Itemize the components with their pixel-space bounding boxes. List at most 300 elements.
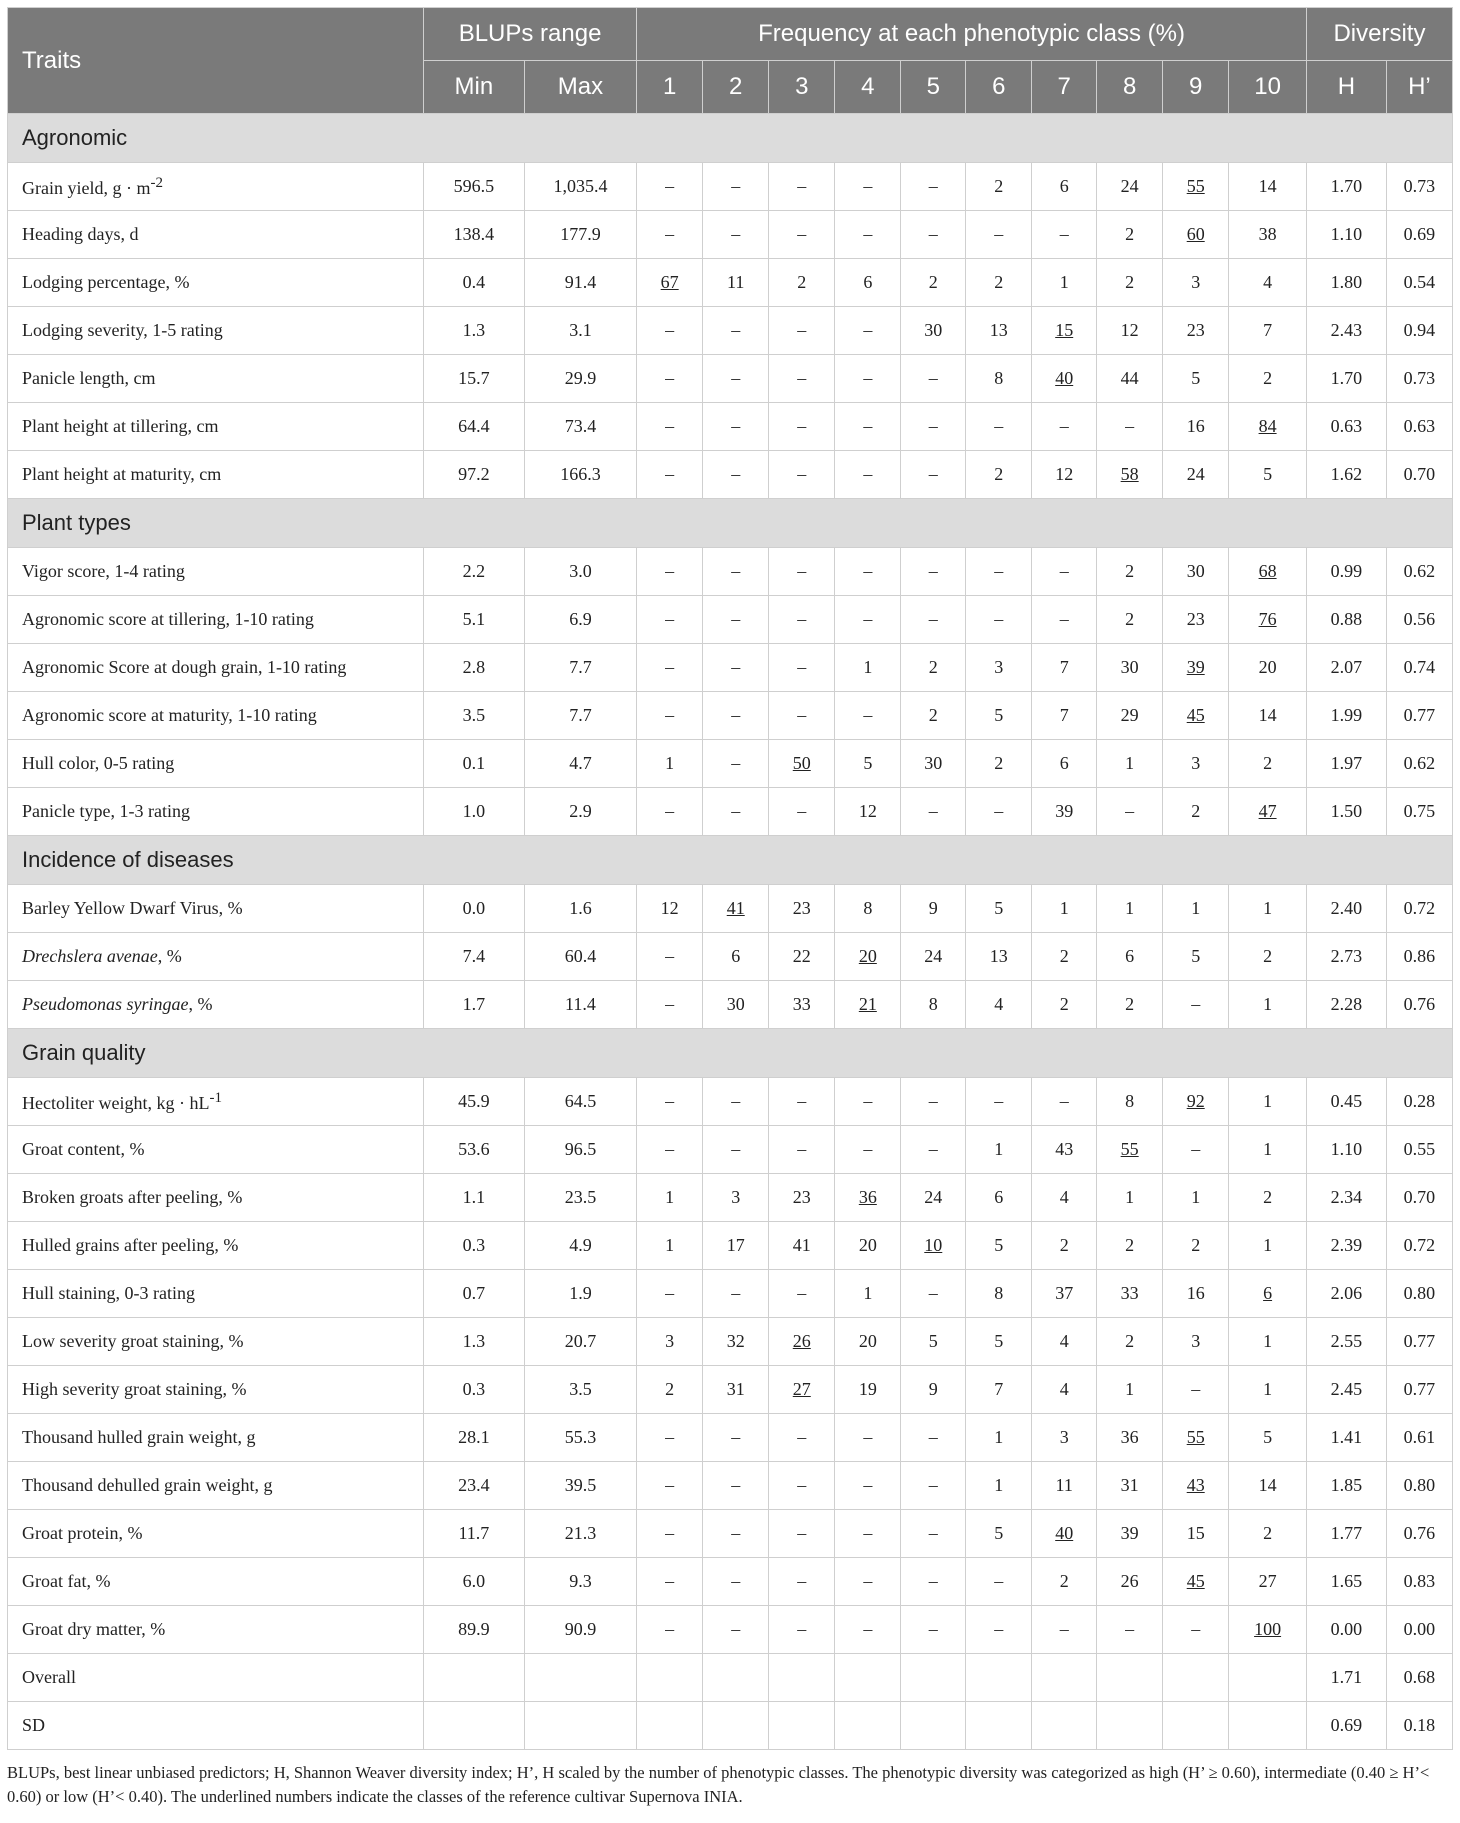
frequency-cell: – [769,1462,835,1510]
frequency-cell: 84 [1229,403,1307,451]
frequency-cell: 12 [1097,307,1163,355]
frequency-cell: 47 [1229,788,1307,836]
h-cell: 2.07 [1306,644,1386,692]
h-cell: 0.99 [1306,548,1386,596]
max-cell: 6.9 [524,596,636,644]
trait-cell [8,307,424,355]
h-prime-cell: 0.63 [1386,403,1452,451]
h-prime-cell: 0.18 [1386,1702,1452,1750]
frequency-cell: – [637,1462,703,1510]
frequency-cell: 2 [1229,740,1307,788]
table-row [8,933,1453,981]
frequency-cell: 55 [1163,163,1229,211]
frequency-cell: 20 [1229,644,1307,692]
frequency-cell: 30 [901,307,966,355]
frequency-cell: 30 [901,740,966,788]
frequency-cell: 1 [1229,1126,1307,1174]
h-prime-cell: 0.28 [1386,1078,1452,1126]
frequency-cell: – [637,692,703,740]
frequency-cell: 2 [1097,596,1163,644]
frequency-cell: – [703,1414,769,1462]
frequency-cell: – [835,596,901,644]
class-header: 2 [703,61,769,114]
frequency-cell: – [703,1078,769,1126]
trait-cell [8,1606,424,1654]
trait-cell [8,1654,424,1702]
trait-name: Low severity groat staining, % [22,1331,244,1351]
table-row [8,548,1453,596]
frequency-cell: 7 [966,1366,1032,1414]
table-row [8,1222,1453,1270]
frequency-cell: – [901,451,966,499]
frequency-cell: – [1097,403,1163,451]
max-cell: 20.7 [524,1318,636,1366]
frequency-cell: 31 [703,1366,769,1414]
frequency-cell: – [835,451,901,499]
frequency-cell: 14 [1229,692,1307,740]
frequency-cell: 10 [901,1222,966,1270]
class-header: 1 [637,61,703,114]
frequency-cell: 50 [769,740,835,788]
frequency-cell: 29 [1097,692,1163,740]
frequency-cell: 9 [901,885,966,933]
trait-name: Groat fat, % [22,1571,111,1591]
frequency-cell: 3 [966,644,1032,692]
frequency-cell: – [769,1270,835,1318]
h-header: H [1306,61,1386,114]
frequency-cell: 36 [835,1174,901,1222]
max-cell: 90.9 [524,1606,636,1654]
h-prime-cell: 0.73 [1386,163,1452,211]
trait-unit: , % [157,946,182,966]
min-cell: 15.7 [423,355,524,403]
frequency-cell: 26 [1097,1558,1163,1606]
table-row [8,1366,1453,1414]
section-row [8,1029,1453,1078]
frequency-cell: 1 [637,740,703,788]
frequency-cell: – [769,211,835,259]
trait-name: Hull color, 0-5 rating [22,753,175,773]
h-prime-cell: 0.55 [1386,1126,1452,1174]
frequency-cell: – [901,1126,966,1174]
frequency-cell: – [966,1558,1032,1606]
frequency-cell: – [1097,788,1163,836]
frequency-cell: 43 [1032,1126,1097,1174]
frequency-cell: 39 [1097,1510,1163,1558]
frequency-cell: 3 [703,1174,769,1222]
frequency-cell: – [703,1510,769,1558]
frequency-cell: 2 [1097,1222,1163,1270]
frequency-cell: 1 [966,1462,1032,1510]
frequency-cell: – [703,355,769,403]
frequency-cell: 33 [1097,1270,1163,1318]
max-cell: 1.9 [524,1270,636,1318]
frequency-cell: 24 [901,933,966,981]
min-cell [423,1702,524,1750]
h-prime-cell: 0.83 [1386,1558,1452,1606]
section-row [8,499,1453,548]
frequency-cell: 2 [966,451,1032,499]
frequency-cell: 5 [1163,355,1229,403]
frequency-cell: 7 [1032,692,1097,740]
trait-cell [8,1174,424,1222]
frequency-cell: 55 [1163,1414,1229,1462]
frequency-cell [769,1654,835,1702]
frequency-cell: – [637,596,703,644]
h-cell: 1.97 [1306,740,1386,788]
trait-name: Hectoliter weight, kg · hL [22,1092,210,1113]
max-cell: 29.9 [524,355,636,403]
frequency-cell: 1 [966,1126,1032,1174]
table-row [8,885,1453,933]
table-row [8,1174,1453,1222]
frequency-cell: – [703,163,769,211]
h-prime-cell: 0.68 [1386,1654,1452,1702]
frequency-cell: – [703,740,769,788]
frequency-cell: – [769,1126,835,1174]
h-cell: 2.45 [1306,1366,1386,1414]
frequency-cell: 5 [966,692,1032,740]
table-footnote: BLUPs, best linear unbiased predictors; H, Shannon Weaver diversity index; H’, H scaled by the number of phenotypic classes. The phenotypic diversity was categorized as high (H’ ≥ 0.60), intermediate (0.40 ≥ H’< 0.60) or low (H’< 0.40). The underlined numbers indicate the classes of the reference cultivar Supernova INIA. [7,1763,1430,1806]
frequency-cell: – [1032,1606,1097,1654]
table-row [8,981,1453,1029]
frequency-cell: – [835,1414,901,1462]
frequency-cell: – [835,1462,901,1510]
frequency-cell: 39 [1163,644,1229,692]
frequency-cell: 1 [637,1222,703,1270]
max-cell: 64.5 [524,1078,636,1126]
table-row [8,1126,1453,1174]
frequency-cell: 1 [1032,259,1097,307]
h-cell: 2.39 [1306,1222,1386,1270]
frequency-cell: 37 [1032,1270,1097,1318]
frequency-cell [1032,1702,1097,1750]
max-cell: 60.4 [524,933,636,981]
max-cell: 91.4 [524,259,636,307]
traits-header: Traits [8,8,424,114]
h-cell: 1.65 [1306,1558,1386,1606]
trait-name: Overall [22,1667,76,1687]
frequency-cell: – [835,1126,901,1174]
frequency-cell [703,1702,769,1750]
min-header: Min [423,61,524,114]
max-cell: 23.5 [524,1174,636,1222]
frequency-cell: – [637,1414,703,1462]
trait-cell [8,596,424,644]
h-cell: 0.69 [1306,1702,1386,1750]
table-row [8,1270,1453,1318]
trait-cell [8,1366,424,1414]
frequency-cell: 1 [1097,740,1163,788]
trait-name: Thousand hulled grain weight, g [22,1427,256,1447]
min-cell: 5.1 [423,596,524,644]
h-prime-header: H’ [1386,61,1452,114]
trait-name: Agronomic score at tillering, 1-10 rating [22,609,314,629]
frequency-cell [1229,1702,1307,1750]
trait-cell [8,1078,424,1126]
frequency-cell: 2 [901,644,966,692]
frequency-cell: – [769,644,835,692]
frequency-header: Frequency at each phenotypic class (%) [637,8,1307,61]
h-prime-cell: 0.76 [1386,1510,1452,1558]
frequency-cell: – [901,1606,966,1654]
h-cell: 2.40 [1306,885,1386,933]
trait-name: Groat content, % [22,1139,145,1159]
h-prime-cell: 0.72 [1386,1222,1452,1270]
trait-name: Lodging percentage, % [22,272,190,292]
trait-name: Hull staining, 0-3 rating [22,1283,195,1303]
frequency-cell: 33 [769,981,835,1029]
max-cell: 1,035.4 [524,163,636,211]
class-header: 7 [1032,61,1097,114]
frequency-cell: 6 [703,933,769,981]
max-cell: 166.3 [524,451,636,499]
h-prime-cell: 0.74 [1386,644,1452,692]
frequency-cell: 6 [1032,163,1097,211]
frequency-cell: – [637,1270,703,1318]
frequency-cell: – [1163,981,1229,1029]
frequency-cell: – [835,548,901,596]
frequency-cell: – [637,211,703,259]
frequency-cell: 6 [1032,740,1097,788]
frequency-cell: 1 [1229,1222,1307,1270]
frequency-cell: – [901,211,966,259]
trait-cell [8,1510,424,1558]
min-cell: 1.7 [423,981,524,1029]
frequency-cell: 1 [966,1414,1032,1462]
h-cell: 2.28 [1306,981,1386,1029]
h-cell: 0.63 [1306,403,1386,451]
frequency-cell: 19 [835,1366,901,1414]
table-row [8,788,1453,836]
frequency-cell: – [769,451,835,499]
max-cell: 55.3 [524,1414,636,1462]
frequency-cell: 5 [835,740,901,788]
frequency-cell: 2 [1229,355,1307,403]
frequency-cell: 2 [1032,1222,1097,1270]
h-prime-cell: 0.80 [1386,1462,1452,1510]
frequency-cell: 12 [637,885,703,933]
frequency-cell: – [637,1126,703,1174]
table-row [8,355,1453,403]
table-row [8,644,1453,692]
frequency-cell: – [901,355,966,403]
min-cell: 1.1 [423,1174,524,1222]
frequency-cell: 7 [1229,307,1307,355]
frequency-cell: – [966,403,1032,451]
blups-range-header: BLUPs range [423,8,636,61]
frequency-cell: 6 [835,259,901,307]
frequency-cell: 100 [1229,1606,1307,1654]
frequency-cell: – [769,692,835,740]
frequency-cell: – [901,788,966,836]
max-cell: 3.5 [524,1366,636,1414]
frequency-cell: – [637,933,703,981]
min-cell [423,1654,524,1702]
section-row [8,114,1453,163]
min-cell: 11.7 [423,1510,524,1558]
frequency-cell: – [637,163,703,211]
frequency-cell: – [835,1558,901,1606]
min-cell: 2.2 [423,548,524,596]
trait-name: Heading days, d [22,224,139,244]
frequency-cell: 2 [1163,1222,1229,1270]
min-cell: 596.5 [423,163,524,211]
max-cell: 21.3 [524,1510,636,1558]
table-row [8,163,1453,211]
frequency-cell: 6 [1097,933,1163,981]
frequency-cell: 11 [703,259,769,307]
frequency-cell: – [835,403,901,451]
table-row [8,1606,1453,1654]
frequency-cell: – [1032,548,1097,596]
frequency-cell [835,1702,901,1750]
min-cell: 3.5 [423,692,524,740]
h-prime-cell: 0.70 [1386,1174,1452,1222]
frequency-cell: 2 [1097,211,1163,259]
table-row [8,403,1453,451]
frequency-cell: 30 [703,981,769,1029]
frequency-cell: 14 [1229,1462,1307,1510]
frequency-cell: 60 [1163,211,1229,259]
frequency-cell [1097,1702,1163,1750]
min-cell: 1.3 [423,1318,524,1366]
trait-name: Barley Yellow Dwarf Virus, % [22,898,243,918]
trait-cell [8,1414,424,1462]
trait-name: Panicle type, 1-3 rating [22,801,190,821]
trait-name: Hulled grains after peeling, % [22,1235,239,1255]
frequency-cell: 5 [901,1318,966,1366]
h-prime-cell: 0.70 [1386,451,1452,499]
max-cell: 11.4 [524,981,636,1029]
class-header: 5 [901,61,966,114]
frequency-cell: 4 [1032,1318,1097,1366]
table-row [8,1462,1453,1510]
frequency-cell: 2 [1032,981,1097,1029]
frequency-cell: 9 [901,1366,966,1414]
frequency-cell: – [835,1078,901,1126]
frequency-cell: 21 [835,981,901,1029]
frequency-cell: – [966,1606,1032,1654]
h-prime-cell: 0.62 [1386,740,1452,788]
min-cell: 89.9 [423,1606,524,1654]
frequency-cell: 58 [1097,451,1163,499]
frequency-cell: – [703,644,769,692]
trait-cell [8,788,424,836]
frequency-cell: 24 [1163,451,1229,499]
h-cell: 0.45 [1306,1078,1386,1126]
frequency-cell: 55 [1097,1126,1163,1174]
table-row [8,740,1453,788]
h-prime-cell: 0.76 [1386,981,1452,1029]
h-cell: 0.88 [1306,596,1386,644]
frequency-cell: – [1032,403,1097,451]
min-cell: 2.8 [423,644,524,692]
frequency-cell: – [703,403,769,451]
table-row [8,307,1453,355]
frequency-cell: – [637,644,703,692]
trait-cell [8,1126,424,1174]
min-cell: 0.3 [423,1222,524,1270]
trait-cell [8,451,424,499]
frequency-cell: 1 [1097,1366,1163,1414]
frequency-cell: 2 [1229,1174,1307,1222]
min-cell: 0.7 [423,1270,524,1318]
frequency-cell: 15 [1163,1510,1229,1558]
frequency-cell: – [901,1510,966,1558]
frequency-cell [637,1702,703,1750]
frequency-cell: – [1032,1078,1097,1126]
frequency-cell: 20 [835,933,901,981]
trait-cell [8,740,424,788]
trait-name: Thousand dehulled grain weight, g [22,1475,273,1495]
h-prime-cell: 0.72 [1386,885,1452,933]
table-row [8,692,1453,740]
frequency-cell: 38 [1229,211,1307,259]
frequency-cell: 1 [1229,885,1307,933]
frequency-cell: 30 [1097,644,1163,692]
class-header: 8 [1097,61,1163,114]
frequency-cell: – [1032,596,1097,644]
frequency-cell: – [637,788,703,836]
max-cell [524,1654,636,1702]
frequency-cell: – [966,1078,1032,1126]
frequency-cell: – [637,307,703,355]
h-cell: 1.50 [1306,788,1386,836]
max-cell [524,1702,636,1750]
frequency-cell: 5 [1163,933,1229,981]
section-title: Grain quality [8,1029,1453,1078]
max-cell: 1.6 [524,885,636,933]
frequency-cell: 2 [966,163,1032,211]
frequency-cell [966,1702,1032,1750]
class-header: 10 [1229,61,1307,114]
trait-unit-exponent: -1 [209,1089,222,1106]
frequency-cell: – [637,981,703,1029]
frequency-cell: – [966,788,1032,836]
max-cell: 96.5 [524,1126,636,1174]
frequency-cell: – [901,1462,966,1510]
frequency-cell: 23 [769,1174,835,1222]
max-cell: 3.0 [524,548,636,596]
frequency-cell: 45 [1163,1558,1229,1606]
class-header: 6 [966,61,1032,114]
frequency-cell: 4 [966,981,1032,1029]
frequency-cell: – [769,788,835,836]
frequency-cell: 2 [901,259,966,307]
frequency-cell: 32 [703,1318,769,1366]
max-cell: 177.9 [524,211,636,259]
h-cell: 0.00 [1306,1606,1386,1654]
class-header: 4 [835,61,901,114]
h-cell: 2.43 [1306,307,1386,355]
frequency-cell: 27 [1229,1558,1307,1606]
frequency-cell: – [769,1078,835,1126]
frequency-cell: 2 [769,259,835,307]
table-row [8,1078,1453,1126]
frequency-cell: 3 [1163,1318,1229,1366]
frequency-cell: 41 [769,1222,835,1270]
frequency-cell: – [703,307,769,355]
trait-cell [8,1222,424,1270]
frequency-cell: 20 [835,1318,901,1366]
min-cell: 28.1 [423,1414,524,1462]
frequency-cell: 8 [835,885,901,933]
min-cell: 0.3 [423,1366,524,1414]
frequency-cell: – [703,451,769,499]
frequency-cell: – [769,1510,835,1558]
frequency-cell: 3 [637,1318,703,1366]
